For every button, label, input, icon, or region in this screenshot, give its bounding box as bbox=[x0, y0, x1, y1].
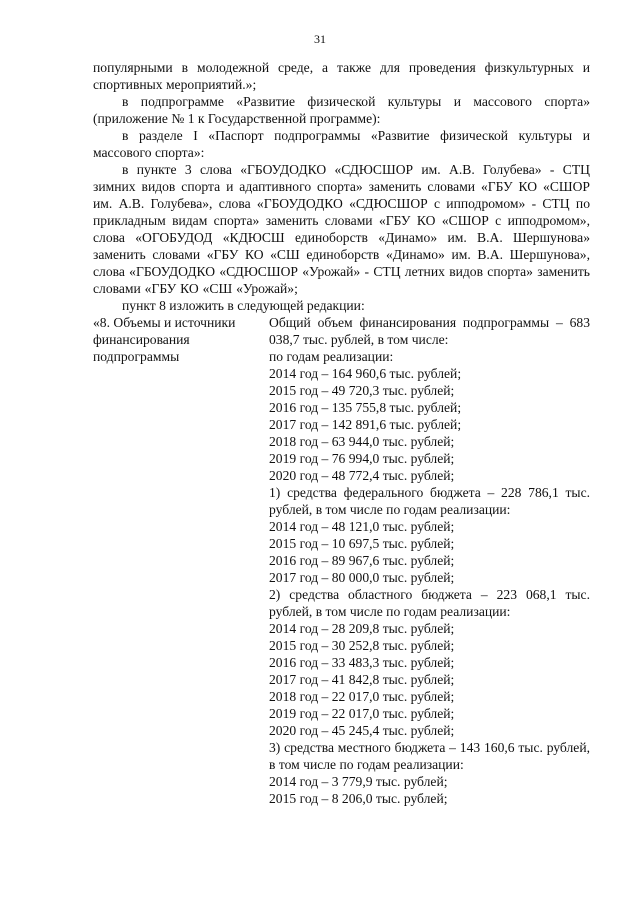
federal-year-line: 2014 год – 48 121,0 тыс. рублей; bbox=[269, 519, 455, 534]
regional-year-line: 2020 год – 45 245,4 тыс. рублей; bbox=[269, 723, 455, 738]
total-year-line: 2019 год – 76 994,0 тыс. рублей; bbox=[269, 451, 455, 466]
regional-year-line: 2014 год – 28 209,8 тыс. рублей; bbox=[269, 621, 455, 636]
total-year-line: 2015 год – 49 720,3 тыс. рублей; bbox=[269, 383, 455, 398]
paragraph: пункт 8 изложить в следующей редакции: bbox=[122, 298, 365, 313]
federal-year-line: 2017 год – 80 000,0 тыс. рублей; bbox=[269, 570, 455, 585]
regional-year-line: 2018 год – 22 017,0 тыс. рублей; bbox=[269, 689, 455, 704]
funding-table-row bbox=[93, 314, 590, 807]
total-year-line: 2016 год – 135 755,8 тыс. рублей; bbox=[269, 400, 462, 415]
local-year-line: 2015 год – 8 206,0 тыс. рублей; bbox=[269, 791, 448, 806]
total-year-line: 2018 год – 63 944,0 тыс. рублей; bbox=[269, 434, 455, 449]
paragraph: в подпрограмме «Развитие физической культуры и массового спорта» (приложение № 1 к Государственной программе): bbox=[93, 94, 590, 126]
paragraph: в пункте 3 слова «ГБОУДОДКО «СДЮСШОР им. А.В. Голубева» - СТЦ зимних видов спорта и адаптивного спорта» заменить словами «ГБУ КО «СШОР им. А.В. Голубева», слова «ГБОУДОДКО «СДЮСШОР с ипподромом» - СТЦ по прикладным видам спорта» заменить словами «ГБУ КО «СШОР с ипподромом», слова «ОГОБУДОД «КДЮСШ единоборств «Динамо» им. В.А. Шершунова» заменить словами «ГБУ КО «СШ единоборств «Динамо» им. В.А. Шершунова», слова «ГБОУДОДКО «СДЮСШОР «Урожай» - СТЦ летних видов спорта» заменить словами «ГБУ КО «СШ «Урожай»; bbox=[93, 162, 590, 296]
local-year-line: 2014 год – 3 779,9 тыс. рублей; bbox=[269, 774, 448, 789]
paragraph: в разделе I «Паспорт подпрограммы «Развитие физической культуры и массового спорта»: bbox=[93, 128, 590, 160]
federal-year-line: 2015 год – 10 697,5 тыс. рублей; bbox=[269, 536, 455, 551]
regional-year-line: 2017 год – 41 842,8 тыс. рублей; bbox=[269, 672, 455, 687]
total-year-line: 2014 год – 164 960,6 тыс. рублей; bbox=[269, 366, 462, 381]
funding-row-content bbox=[269, 314, 590, 807]
funding-row-label: «8. Объемы и источники финансирования подпрограммы bbox=[93, 315, 236, 364]
regional-year-line: 2015 год – 30 252,8 тыс. рублей; bbox=[269, 638, 455, 653]
by-years-label: по годам реализации: bbox=[269, 349, 394, 364]
federal-budget-heading: 1) средства федерального бюджета – 228 786,1 тыс. рублей, в том числе по годам реализации: bbox=[269, 485, 590, 517]
total-year-line: 2017 год – 142 891,6 тыс. рублей; bbox=[269, 417, 462, 432]
funding-intro: Общий объем финансирования подпрограммы – 683 038,7 тыс. рублей, в том числе: bbox=[269, 315, 590, 347]
local-budget-heading: 3) средства местного бюджета – 143 160,6 тыс. рублей, в том числе по годам реализации: bbox=[269, 740, 590, 772]
federal-year-line: 2016 год – 89 967,6 тыс. рублей; bbox=[269, 553, 455, 568]
regional-year-line: 2016 год – 33 483,3 тыс. рублей; bbox=[269, 655, 455, 670]
total-year-line: 2020 год – 48 772,4 тыс. рублей; bbox=[269, 468, 455, 483]
regional-budget-heading: 2) средства областного бюджета – 223 068,1 тыс. рублей, в том числе по годам реализации: bbox=[269, 587, 590, 619]
document-body bbox=[93, 59, 590, 807]
paragraph: популярными в молодежной среде, а также для проведения физкультурных и спортивных мероприятий.»; bbox=[93, 60, 590, 92]
page-number: 31 bbox=[314, 32, 326, 46]
regional-year-line: 2019 год – 22 017,0 тыс. рублей; bbox=[269, 706, 455, 721]
